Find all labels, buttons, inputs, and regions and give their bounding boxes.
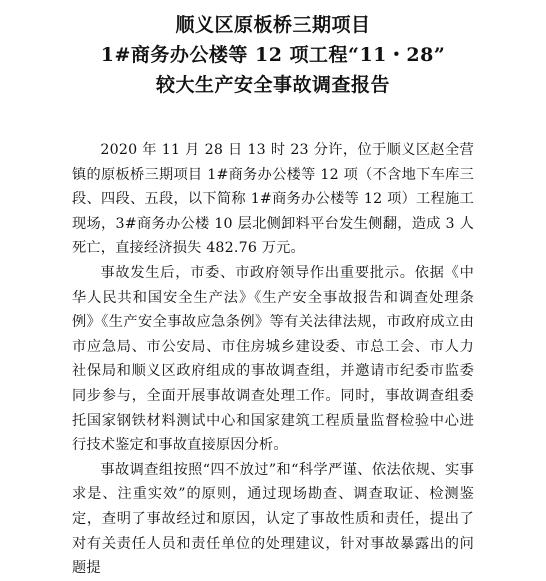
title-line-3: 较大生产安全事故调查报告 xyxy=(155,74,390,96)
report-body xyxy=(72,138,474,581)
title-line-2: 1#商务办公楼等 12 项工程“11・28” xyxy=(100,44,446,66)
paragraph-incident-summary: 2020 年 11 月 28 日 13 时 23 分许，位于顺义区赵全营镇的原板桥三期项目 1#商务办公楼等 12 项（不含地下车库三段、四段、五段，以下简称 1#商务办公楼等 12 项）工程施工现场，3#商务办公楼 10 层北侧卸料平台发生侧翻，造成 3 人死亡，直接经济损失 482.76 万元。 xyxy=(72,142,474,257)
paragraph-investigation-setup: 事故发生后，市委、市政府领导作出重要批示。依据《中华人民共和国安全生产法》《生产安全事故报告和调查处理条例》《生产安全事故应急条例》等有关法律法规，市政府成立由市应急局、市公安局、市住房城乡建设委、市总工会、市人力社保局和顺义区政府组成的事故调查组，并邀请市纪委市监委同步参与，全面开展事故调查处理工作。同时，事故调查组委托国家钢铁材料测试中心和国家建筑工程质量监督检验中心进行技术鉴定和事故直接原因分析。 xyxy=(72,264,474,454)
title-line-1: 顺义区原板桥三期项目 xyxy=(175,14,371,36)
report-title xyxy=(52,10,494,100)
paragraph-investigation-principles: 事故调查组按照“四不放过”和“科学严谨、依法依规、实事求是、注重实效”的原则，通过现场勘查、调查取证、检测鉴定，查明了事故经过和原因，认定了事故性质和责任，提出了对有关责任人员和责任单位的处理建议，针对事故暴露出的问题提 xyxy=(72,461,474,577)
